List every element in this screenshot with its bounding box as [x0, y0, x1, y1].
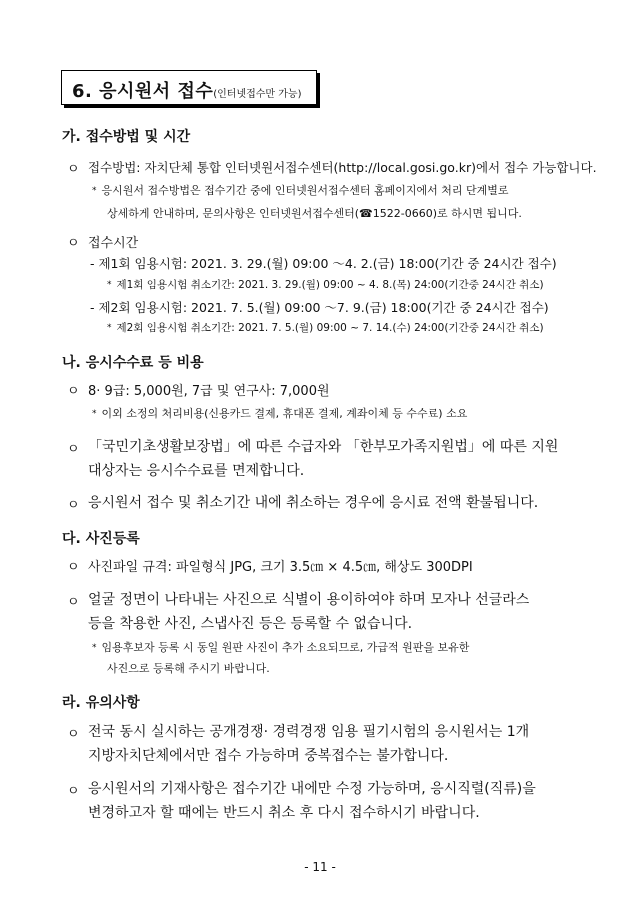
- method-note-text-1: 응시원서 접수방법은 접수기간 중에 인터넷원서접수센터 홈페이지에서 처리 단계별로: [101, 184, 509, 197]
- photo-note-line-2: 사진으로 등록해 주시기 바랍니다.: [107, 662, 270, 675]
- fee-text: 8· 9급: 5,000원, 7급 및 연구사: 7,000원: [88, 384, 330, 399]
- refund-text: 응시원서 접수 및 취소기간 내에 취소하는 경우에 응시료 전액 환불됩니다.: [88, 495, 539, 511]
- section-title: [72, 77, 302, 103]
- exempt-line-1: 「국민기초생활보장법」에 따른 수급자와 「한부모가족지원법」에 따른 지원: [88, 439, 559, 455]
- bullet-icon: ㅇ: [67, 784, 80, 799]
- heading-application-method: 가. 접수방법 및 시간: [62, 129, 191, 145]
- bullet-icon: ㅇ: [67, 384, 80, 399]
- notice2-line-1: 응시원서의 기재사항은 접수기간 내에만 수정 가능하며, 응시직렬(직류)을: [88, 781, 536, 797]
- method-text: 접수방법: 자치단체 통합 인터넷원서접수센터(http://local.gosi.go.kr)에서 접수 가능합니다.: [88, 160, 597, 175]
- bullet-icon: ㅇ: [67, 727, 80, 742]
- bullet-icon: ㅇ: [67, 442, 80, 457]
- heading-notices: 라. 유의사항: [62, 695, 140, 711]
- fee-note-text: 이외 소정의 처리비용(신용카드 결제, 휴대폰 결제, 계좌이체 등 수수료) 소요: [101, 407, 468, 420]
- exam1-cancel-text: 제1회 임용시험 취소기간: 2021. 3. 29.(월) 09:00 ~ 4. 8.(목) 24:00(기간중 24시간 취소): [116, 279, 544, 291]
- method-note-line-1: [92, 182, 509, 198]
- exam2-cancel-text: 제2회 임용시험 취소기간: 2021. 7. 5.(월) 09:00 ~ 7. 14.(수) 24:00(기간중 24시간 취소): [116, 322, 544, 334]
- notice1-line-2: 지방자치단체에서만 접수 가능하며 중복접수는 불가합니다.: [88, 748, 449, 764]
- bullet-icon: ㅇ: [67, 498, 80, 513]
- bullet-icon: ㅇ: [67, 162, 80, 177]
- page-number: - 11 -: [304, 860, 336, 874]
- exempt-line-2: 대상자는 응시수수료를 면제합니다.: [88, 463, 305, 479]
- exam1-period: - 제1회 임용시험: 2021. 3. 29.(월) 09:00 ～4. 2.(금) 18:00(기간 중 24시간 접수): [90, 256, 557, 271]
- exam2-cancel-line: [107, 320, 544, 335]
- section-title-box: [61, 70, 317, 105]
- heading-photo: 다. 사진등록: [62, 531, 140, 547]
- exam1-cancel-line: [107, 277, 544, 292]
- section-title-main: 6. 응시원서 접수: [72, 81, 214, 102]
- bullet-icon: ㅇ: [67, 560, 80, 575]
- note-mark-icon: *: [92, 643, 97, 653]
- note-mark-icon: *: [107, 323, 112, 333]
- bullet-icon: ㅇ: [67, 236, 80, 251]
- notice2-line-2: 변경하고자 할 때에는 반드시 취소 후 다시 접수하시기 바랍니다.: [88, 805, 480, 821]
- time-label: 접수시간: [88, 236, 139, 251]
- heading-fees: 나. 응시수수료 등 비용: [62, 355, 204, 371]
- photo-spec-text: 사진파일 규격: 파일형식 JPG, 크기 3.5㎝ × 4.5㎝, 해상도 300DPI: [88, 560, 473, 575]
- note-mark-icon: *: [107, 280, 112, 290]
- method-note-line-2: 상세하게 안내하며, 문의사항은 인터넷원서접수센터(☎1522-0660)로 하시면 됩니다.: [107, 207, 522, 220]
- bullet-icon: ㅇ: [67, 595, 80, 610]
- section-title-sub: (인터넷접수만 가능): [213, 89, 302, 100]
- fee-note-line: [92, 405, 467, 421]
- note-mark-icon: *: [92, 409, 97, 419]
- photo-note-text-1: 임용후보자 등록 시 동일 원판 사진이 추가 소요되므로, 가급적 원판을 보유한: [101, 641, 470, 654]
- photo-face-line-1: 얼굴 정면이 나타내는 사진으로 식별이 용이하여야 하며 모자나 선글라스: [88, 592, 530, 608]
- note-mark-icon: *: [92, 186, 97, 196]
- exam2-period: - 제2회 임용시험: 2021. 7. 5.(월) 09:00 ～7. 9.(금) 18:00(기간 중 24시간 접수): [90, 300, 549, 315]
- photo-note-line-1: [92, 639, 469, 655]
- photo-face-line-2: 등을 착용한 사진, 스냅사진 등은 등록할 수 없습니다.: [88, 616, 413, 632]
- notice1-line-1: 전국 동시 실시하는 공개경쟁· 경력경쟁 임용 필기시험의 응시원서는 1개: [88, 724, 530, 740]
